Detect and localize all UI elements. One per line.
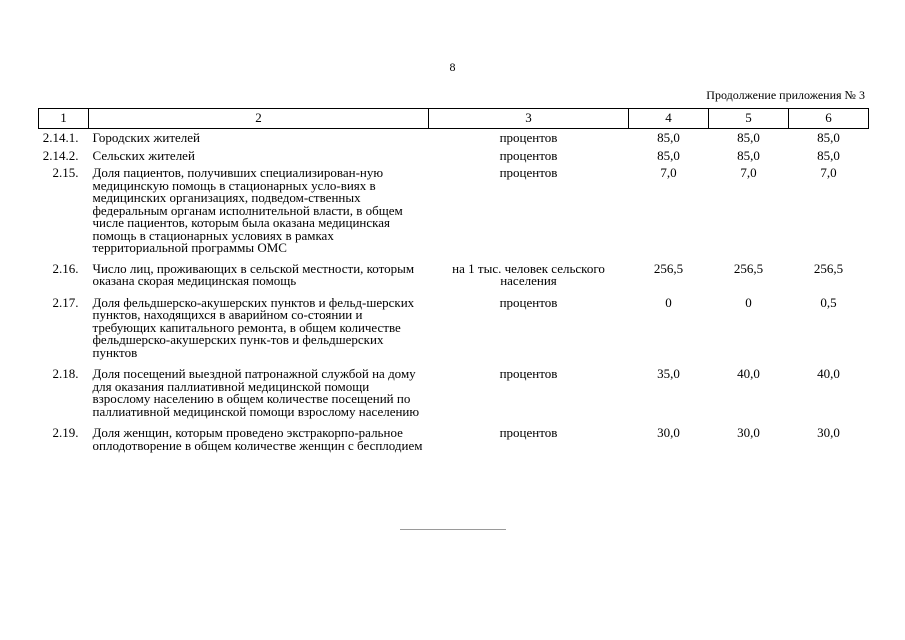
value-col-5: 7,0	[740, 165, 757, 180]
table-row	[39, 260, 869, 294]
value-col-6: 7,0	[820, 165, 837, 180]
unit-of-measure: процентов	[499, 130, 558, 145]
row-number: 2.18.	[52, 366, 79, 381]
value-col-4: 30,0	[657, 425, 680, 440]
value-col-4: 35,0	[657, 366, 680, 381]
indicator-name: Доля пациентов, получивших специализирован-ную медицинскую помощь в стационарных усло-виях в медицинских организациях, подведом-ственных федеральным органам исполнительной власти, в общем числе пациентов, которым была оказана медицинская помощь в стационарных условиях в рамках территориальной программы ОМС	[92, 165, 403, 255]
value-col-6: 85,0	[817, 130, 840, 145]
table-row	[39, 365, 869, 424]
row-number: 2.15.	[52, 165, 79, 180]
value-col-5: 0	[745, 294, 752, 310]
unit-of-measure: процентов	[499, 165, 558, 180]
table-row	[39, 294, 869, 366]
indicator-name: Число лиц, проживающих в сельской местности, которым оказана скорая медицинская помощь	[92, 260, 415, 288]
value-col-4: 85,0	[657, 147, 680, 163]
indicator-name: Доля женщин, которым проведено экстракорпо-ральное оплодотворение в общем количестве женщин с бесплодием	[92, 425, 423, 453]
column-header-6: 6	[789, 109, 869, 129]
page-number: 8	[449, 60, 456, 74]
row-number: 2.14.1.	[42, 130, 79, 145]
unit-of-measure: процентов	[499, 294, 558, 310]
unit-of-measure: процентов	[499, 366, 558, 381]
table-row	[39, 129, 869, 147]
table-row	[39, 147, 869, 165]
column-header-2: 2	[89, 109, 429, 129]
value-col-6: 85,0	[817, 147, 840, 163]
indicator-name: Сельских жителей	[92, 147, 195, 163]
table-header-row	[39, 109, 869, 129]
value-col-6: 30,0	[817, 425, 840, 440]
indicator-name: Доля фельдшерско-акушерских пунктов и фельд-шерских пунктов, находящихся в аварийном со-стоянии и требующих капитального ремонта, в общем количестве фельдшерско-акушерских пунк-тов и фельдшерских пунктов	[92, 294, 415, 360]
column-header-3: 3	[429, 109, 629, 129]
value-col-5: 85,0	[737, 130, 760, 145]
value-col-6: 256,5	[813, 260, 844, 276]
indicator-name: Городских жителей	[92, 130, 201, 145]
value-col-5: 30,0	[737, 425, 760, 440]
value-col-4: 85,0	[657, 130, 680, 145]
table-row	[39, 164, 869, 260]
unit-of-measure: процентов	[499, 425, 558, 440]
table-row	[39, 424, 869, 454]
value-col-5: 256,5	[733, 260, 764, 276]
unit-of-measure: на 1 тыс. человек сельского населения	[452, 260, 605, 288]
value-col-4: 256,5	[653, 260, 684, 276]
column-header-1: 1	[39, 109, 89, 129]
value-col-6: 0,5	[820, 294, 837, 310]
column-header-4: 4	[629, 109, 709, 129]
row-number: 2.19.	[52, 425, 79, 440]
value-col-4: 0	[665, 294, 672, 310]
continuation-note: Продолжение приложения № 3	[706, 88, 865, 102]
column-header-5: 5	[709, 109, 789, 129]
value-col-5: 40,0	[737, 366, 760, 381]
indicator-name: Доля посещений выездной патронажной службой на дому для оказания паллиативной медицинской помощи взрослому населению в общем количестве посещений по паллиативной медицинской помощи взрослому населению	[92, 366, 420, 419]
value-col-5: 85,0	[737, 147, 760, 163]
value-col-4: 7,0	[660, 165, 677, 180]
end-of-section-rule	[400, 529, 506, 530]
indicators-table	[38, 108, 869, 454]
value-col-6: 40,0	[817, 366, 840, 381]
row-number: 2.14.2.	[42, 147, 79, 163]
unit-of-measure: процентов	[499, 147, 558, 163]
row-number: 2.17.	[52, 294, 79, 310]
row-number: 2.16.	[52, 260, 79, 276]
